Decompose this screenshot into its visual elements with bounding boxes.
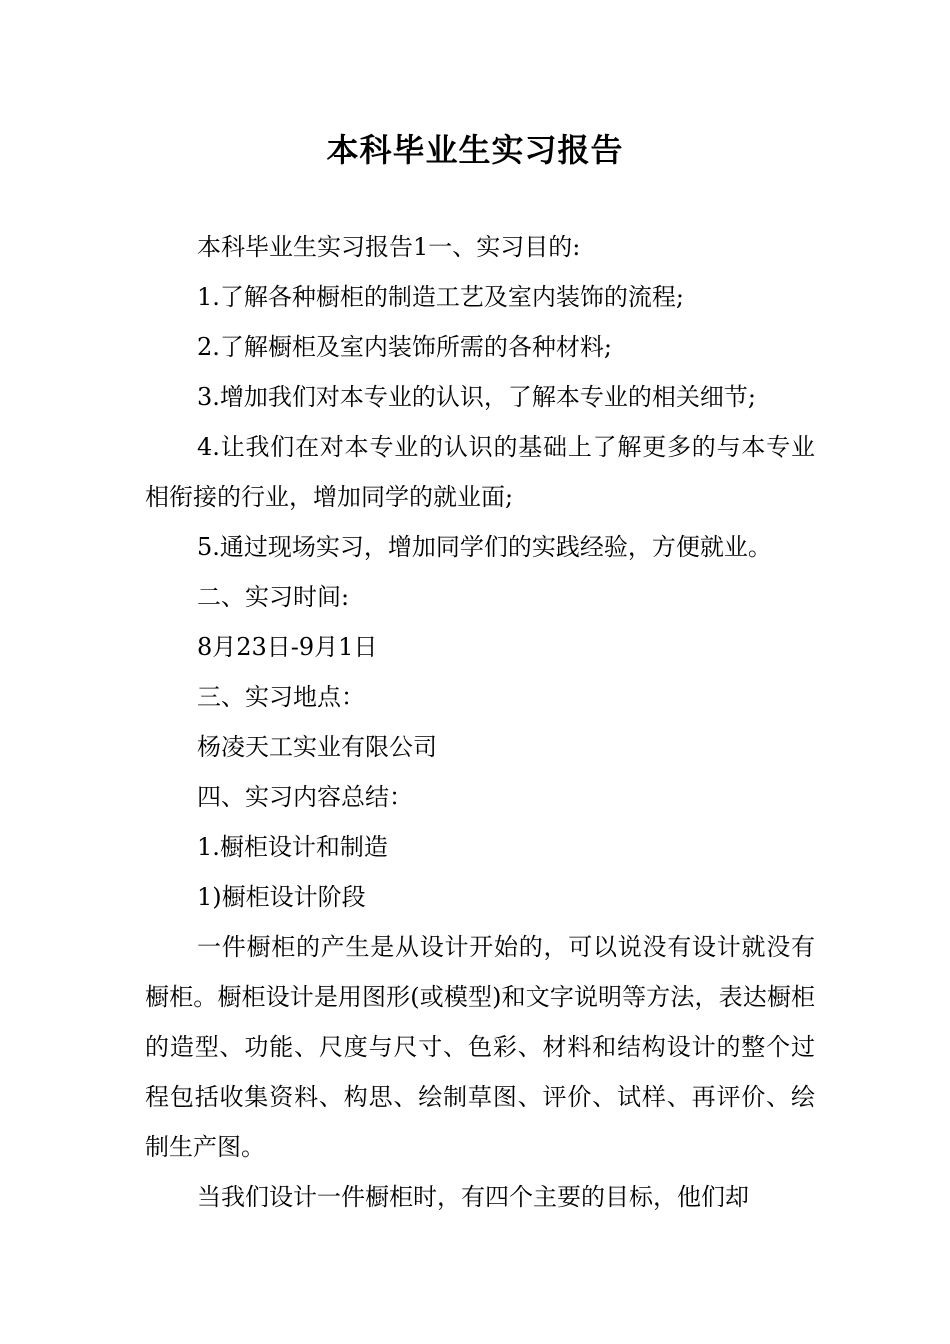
- paragraph-time-heading: 二、实习时间:: [197, 583, 350, 611]
- document-title: 本科毕业生实习报告: [326, 131, 624, 169]
- paragraph-purpose-3: 3.增加我们对本专业的认识，了解本专业的相关细节;: [197, 383, 756, 411]
- paragraph-purpose-4: 4.让我们在对本专业的认识的基础上了解更多的与本专业相衔接的行业，增加同学的就业面;: [145, 433, 815, 511]
- paragraph-section-1: 1.橱柜设计和制造: [197, 833, 388, 861]
- paragraph-design-goals: 当我们设计一件橱柜时，有四个主要的目标，他们却: [197, 1183, 749, 1211]
- paragraph-design-intro: 一件橱柜的产生是从设计开始的，可以说没有设计就没有橱柜。橱柜设计是用图形(或模型)和文字说明等方法，表达橱柜的造型、功能、尺度与尺寸、色彩、材料和结构设计的整个过程包括收集资料、构思、绘制草图、评价、试样、再评价、绘制生产图。: [145, 933, 815, 1161]
- paragraph-location-heading: 三、实习地点：: [197, 683, 365, 711]
- document-body: [145, 222, 815, 1222]
- paragraph-purpose-5: 5.通过现场实习，增加同学们的实践经验，方便就业。: [197, 533, 772, 561]
- paragraph-purpose-1: 1.了解各种橱柜的制造工艺及室内装饰的流程;: [197, 283, 684, 311]
- paragraph-purpose-2: 2.了解橱柜及室内装饰所需的各种材料;: [197, 333, 612, 361]
- paragraph-content-heading: 四、实习内容总结：: [197, 783, 413, 811]
- paragraph-subsection-1: 1)橱柜设计阶段: [197, 883, 366, 911]
- paragraph-location-value: 杨凌天工实业有限公司: [197, 733, 437, 761]
- paragraph-time-value: 8月23日-9月1日: [197, 633, 378, 661]
- paragraph-purpose-heading: 本科毕业生实习报告1一、实习目的:: [197, 233, 581, 261]
